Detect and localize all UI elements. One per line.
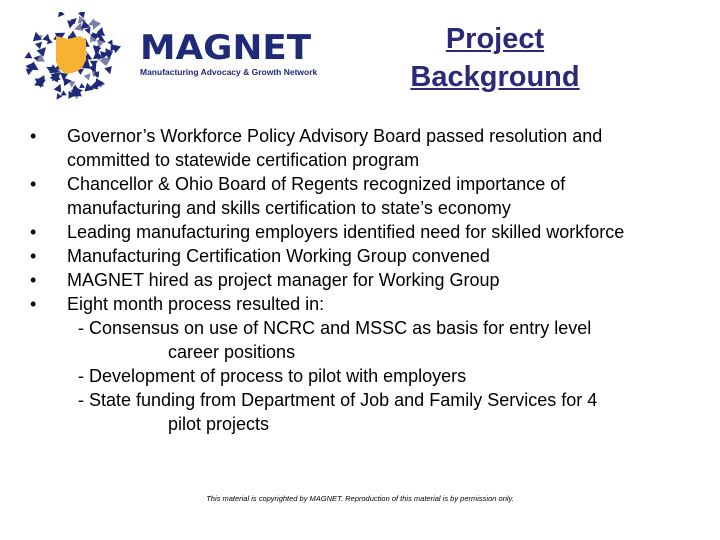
bullet-list [30, 124, 710, 316]
bullet-item [30, 220, 710, 244]
slide-title: Project Background [410, 23, 580, 93]
bullet-icon: • [30, 126, 37, 146]
bullet-item [30, 124, 710, 172]
sub-item: - Development of process to pilot with employers [78, 366, 467, 386]
triangle-mark [84, 71, 93, 80]
logo-wordmark: MAGNET [140, 28, 312, 68]
bullet-text: Governor’s Workforce Policy Advisory Board passed resolution and [67, 126, 603, 146]
triangle-mark [35, 39, 45, 49]
bullet-text: Leading manufacturing employers identified need for skilled workforce [67, 222, 625, 242]
bullet-text-cont: manufacturing and skills certification to state’s economy [67, 198, 511, 218]
ohio-shape-icon [56, 36, 86, 74]
bullet-text: Manufacturing Certification Working Group convened [67, 246, 490, 266]
bullet-item [30, 244, 710, 268]
sub-item: - State funding from Department of Job and Family Services for 4 [78, 390, 598, 410]
triangle-mark [66, 20, 75, 29]
triangle-mark [55, 12, 64, 19]
triangle-mark [79, 83, 86, 90]
triangle-mark [54, 93, 62, 100]
bullet-item [30, 172, 710, 220]
bullet-icon: • [30, 222, 37, 242]
bullet-text: Chancellor & Ohio Board of Regents recognized importance of [67, 174, 566, 194]
copyright-footer: This material is copyrighted by MAGNET. Reproduction of this material is by permission only. [206, 494, 514, 503]
logo-tagline: Manufacturing Advocacy & Growth Network [140, 67, 318, 77]
bullet-icon: • [30, 270, 37, 290]
bullet-text: MAGNET hired as project manager for Working Group [67, 270, 500, 290]
sub-item-cont: pilot projects [168, 414, 270, 434]
magnet-logo-mark [22, 12, 122, 100]
triangle-mark [23, 52, 33, 62]
bullet-icon: • [30, 246, 37, 266]
sub-item: - Consensus on use of NCRC and MSSC as basis for entry level [78, 318, 592, 338]
bullet-icon: • [30, 294, 37, 314]
triangle-mark [54, 82, 65, 92]
bullet-icon: • [30, 174, 37, 194]
bullet-item [30, 268, 710, 292]
triangle-mark [104, 66, 114, 75]
magnet-logo [140, 30, 317, 77]
sub-list [78, 316, 597, 436]
bullet-item [30, 292, 710, 316]
sub-item-cont: career positions [168, 342, 296, 362]
bullet-text: Eight month process resulted in: [67, 294, 325, 314]
bullet-text-cont: committed to statewide certification program [67, 150, 420, 170]
